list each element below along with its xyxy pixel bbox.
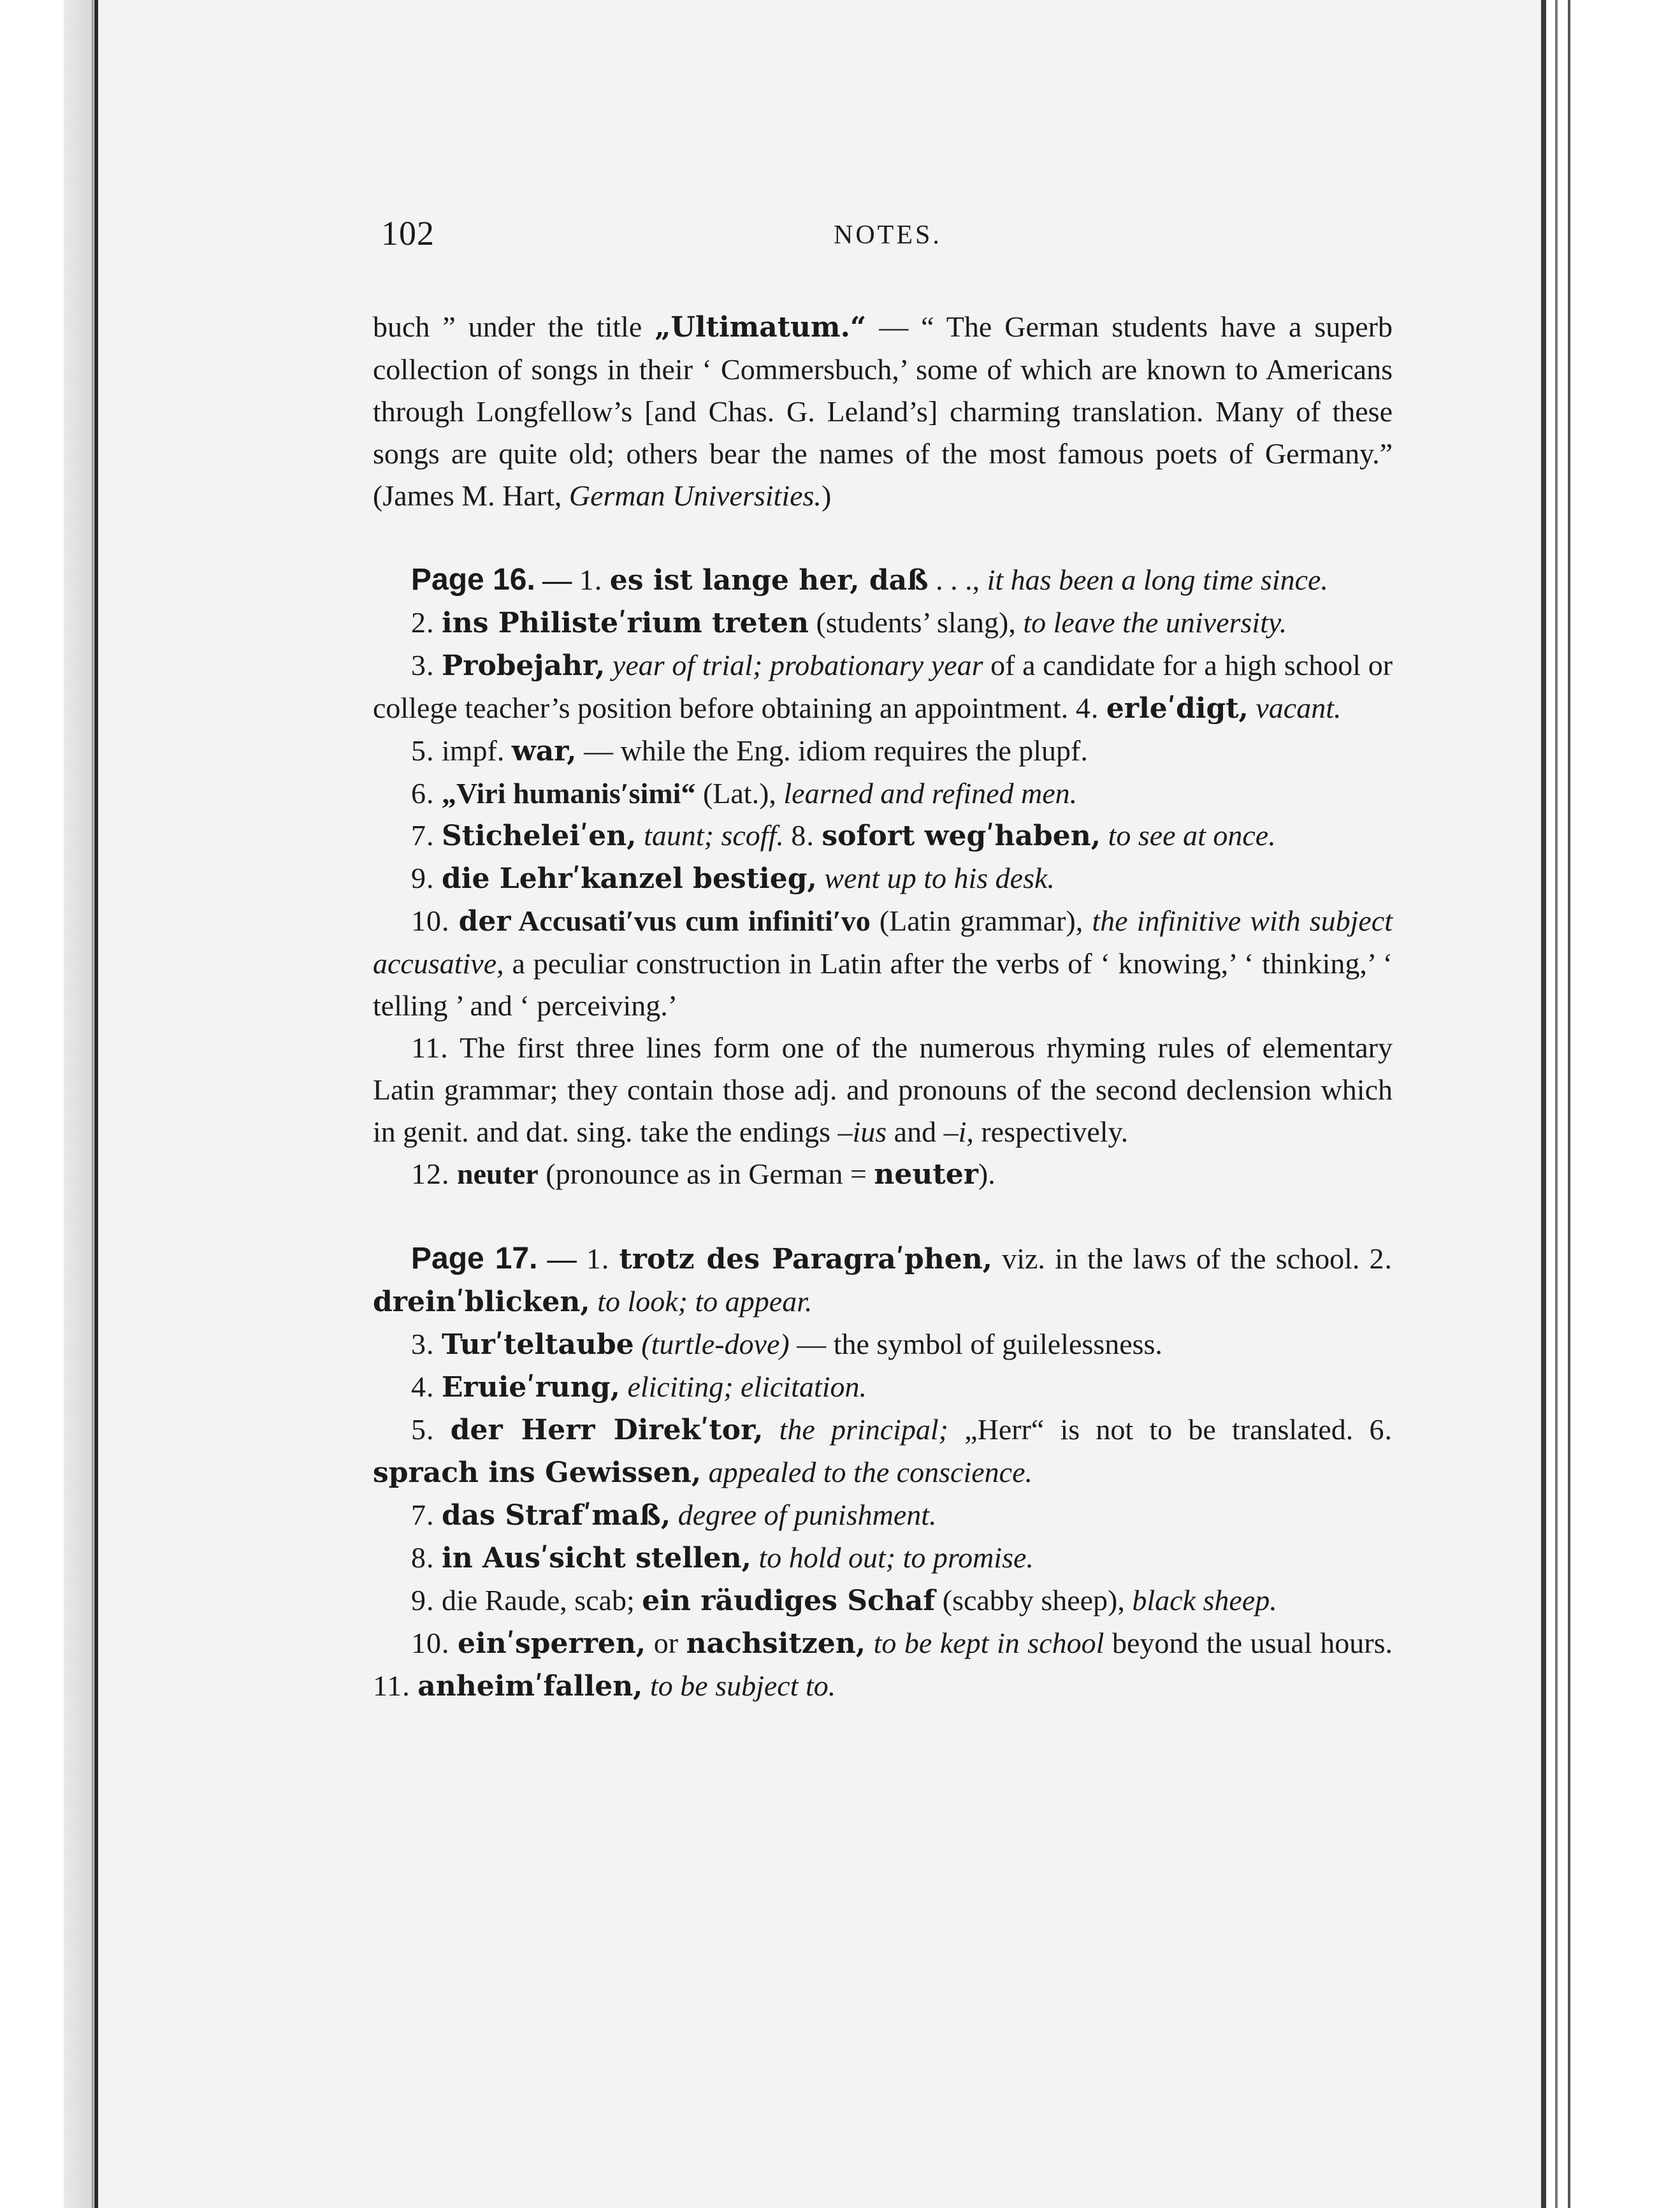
note-16-1: [373, 559, 1393, 602]
section-gap: [373, 1196, 1393, 1238]
german-term: neuter: [874, 1158, 978, 1191]
note-17-4: [373, 1366, 1393, 1409]
text-run: (students’ slang),: [808, 606, 1016, 639]
german-term: dreinʹblicken,: [373, 1286, 590, 1318]
translation: learned and refined men.: [776, 777, 1078, 810]
german-term: nachsitzen,: [686, 1627, 866, 1660]
note-17-8: [373, 1537, 1393, 1580]
note-number: 11.: [373, 1669, 410, 1702]
note-number: 1.: [586, 1242, 610, 1275]
page-number: 102: [381, 214, 435, 252]
translation: went up to his desk.: [816, 862, 1055, 894]
text-run: buch ” under the title: [373, 310, 655, 343]
translation: to look; to appear.: [590, 1285, 813, 1318]
notes-body: [373, 306, 1393, 1708]
note-number: 3.: [411, 649, 435, 681]
latin-term: Accusatiʹvus cum infinitiʹvo: [511, 904, 871, 937]
note-number: 7.: [411, 819, 435, 852]
ending: –i,: [943, 1115, 974, 1148]
german-term: der Herr Direkʹtor,: [450, 1414, 764, 1446]
translation: to be kept in school: [865, 1627, 1104, 1659]
text-run: viz. in the laws of the school.: [992, 1242, 1360, 1275]
translation: eliciting; elicitation.: [619, 1370, 867, 1403]
translation: appealed to the conscience.: [701, 1456, 1032, 1488]
note-16-12: [373, 1153, 1393, 1196]
page-edge-line: [1568, 0, 1570, 2208]
text-run: ): [821, 479, 832, 512]
translation: to leave the university.: [1015, 606, 1287, 639]
note-17-1: [373, 1238, 1393, 1323]
translation: degree of punishment.: [670, 1499, 937, 1531]
translation: it has been a long time since.: [980, 563, 1328, 596]
section-title: NOTES.: [834, 221, 942, 250]
intro-paragraph: [373, 306, 1393, 517]
note-number: 8.: [411, 1541, 435, 1574]
note-number: 2.: [411, 606, 435, 639]
book-title: German Universities.: [568, 479, 822, 512]
note-17-9: [373, 1580, 1393, 1622]
german-term: „Ultimatum.“: [655, 311, 867, 344]
german-term: ein räudiges Schaf: [642, 1585, 936, 1617]
german-term: es ist lange her, daß: [609, 564, 929, 597]
german-term: in Ausʹsicht stellen,: [442, 1542, 751, 1574]
text-run: — the symbol of guilelessness.: [789, 1328, 1162, 1360]
german-term: ins Philisteʹrium treten: [442, 607, 809, 639]
text-run: or: [646, 1627, 686, 1659]
text-run: (Lat.),: [695, 777, 776, 810]
note-number: 2.: [1369, 1242, 1393, 1275]
note-16-9: [373, 857, 1393, 900]
text-run: beyond the usual hours.: [1104, 1627, 1393, 1659]
german-term: die Lehrʹkanzel bestieg,: [442, 862, 817, 895]
note-17-3: [373, 1323, 1393, 1366]
text-run: . . .,: [928, 563, 980, 596]
translation: vacant.: [1248, 692, 1342, 724]
german-term: sprach ins Gewissen,: [373, 1456, 702, 1489]
note-16-2: [373, 602, 1393, 644]
note-number: 6.: [411, 777, 435, 810]
note-number: 10.: [411, 1627, 450, 1659]
german-term: anheimʹfallen,: [417, 1670, 643, 1703]
note-number: 11.: [411, 1031, 449, 1064]
text-run: (scabby sheep),: [935, 1584, 1125, 1616]
page-edge-line: [1555, 0, 1558, 2208]
section-gap: [373, 517, 1393, 559]
page-heading: Page 16.: [411, 563, 535, 597]
german-term: das Strafʹmaß,: [442, 1499, 671, 1532]
note-number: 8.: [791, 819, 815, 852]
german-term: sofort wegʹhaben,: [822, 820, 1101, 852]
german-term: war,: [511, 735, 577, 767]
latin-term: neuter: [457, 1158, 539, 1190]
note-number: 1.: [579, 563, 603, 596]
translation: the infinitive with subject accusative,: [373, 904, 1393, 980]
note-16-5: [373, 730, 1393, 773]
translation: black sheep.: [1124, 1584, 1277, 1616]
german-term: Sticheleiʹen,: [442, 820, 637, 852]
note-16-3: [373, 644, 1393, 730]
text-run: „Herr“ is not to be translated.: [948, 1413, 1354, 1446]
german-term: Turʹteltaube: [442, 1328, 634, 1361]
book-gutter-left: [64, 0, 94, 2208]
text-run: ).: [978, 1158, 996, 1190]
note-17-10: [373, 1622, 1393, 1708]
note-number: 3.: [411, 1328, 435, 1360]
text-run: The first three lines form one of the numerous rhyming rules of elementary Latin grammar; they contain those adj. and pronouns of the second declension which in genit. and dat. sing. take the endings: [373, 1031, 1393, 1148]
page-heading: Page 17.: [411, 1242, 538, 1275]
note-number: 9.: [411, 1584, 435, 1616]
translation: to be subject to.: [642, 1669, 836, 1702]
translation: taunt; scoff.: [636, 819, 784, 852]
german-term: Probejahr,: [442, 650, 605, 682]
note-17-5: [373, 1409, 1393, 1494]
translation: year of trial; probationary year: [605, 649, 983, 681]
text-run: impf.: [442, 734, 512, 767]
translation: (turtle-dove): [634, 1328, 790, 1360]
note-16-10: [373, 900, 1393, 1027]
text-run: a peculiar construction in Latin after the verbs of ‘ knowing,’ ‘ thinking,’ ‘ telling ’ and ‘ perceiving.’: [373, 947, 1393, 1022]
text-run: (pronounce as in German =: [538, 1158, 874, 1190]
note-number: 4.: [411, 1370, 435, 1403]
translation: the principal;: [763, 1413, 948, 1446]
text-run: (Latin grammar),: [870, 904, 1083, 937]
note-number: 10.: [411, 904, 450, 937]
text-run: — while the Eng. idiom requires the plupf.: [576, 734, 1088, 767]
page-edge-right: [1541, 0, 1546, 2208]
translation: to hold out; to promise.: [751, 1541, 1034, 1574]
note-number: 7.: [411, 1499, 435, 1531]
text-run: die Raude, scab;: [442, 1584, 642, 1616]
note-number: 12.: [411, 1158, 450, 1190]
running-head: [381, 214, 1382, 271]
note-number: 5.: [411, 734, 435, 767]
note-16-11: [373, 1027, 1393, 1153]
text-run: of a candidate for a high school or college teacher’s position before obtaining an appointment.: [373, 649, 1393, 724]
ending: –ius: [837, 1115, 887, 1148]
note-number: 6.: [1369, 1413, 1393, 1446]
german-term: erleʹdigt,: [1106, 692, 1249, 725]
note-17-7: [373, 1494, 1393, 1537]
text-run: — “ The German students have a superb collection of songs in their ‘ Commersbuch,’ some of which are known to Americans through Longfellow’s [and Chas. G. Leland’s] charming translation. Many of these songs are quite old; others bear the names of the most famous poets of Germany.” (James M. Hart,: [373, 310, 1393, 512]
dash: —: [537, 1242, 586, 1275]
latin-term: „Viri humanisʹsimi“: [442, 777, 696, 810]
german-term: trotz des Paragraʹphen,: [619, 1243, 993, 1275]
note-number: 9.: [411, 862, 435, 894]
german-term: Eruieʹrung,: [442, 1371, 620, 1404]
translation: to see at once.: [1101, 819, 1276, 852]
text-run: and: [887, 1115, 944, 1148]
note-16-7: [373, 815, 1393, 857]
german-term: der: [458, 905, 511, 938]
text-run: respectively.: [973, 1115, 1129, 1148]
note-number: 5.: [411, 1413, 435, 1446]
german-term: einʹsperren,: [458, 1627, 646, 1660]
note-number: 4.: [1075, 692, 1099, 724]
dash: —: [535, 563, 579, 596]
note-16-6: [373, 773, 1393, 815]
